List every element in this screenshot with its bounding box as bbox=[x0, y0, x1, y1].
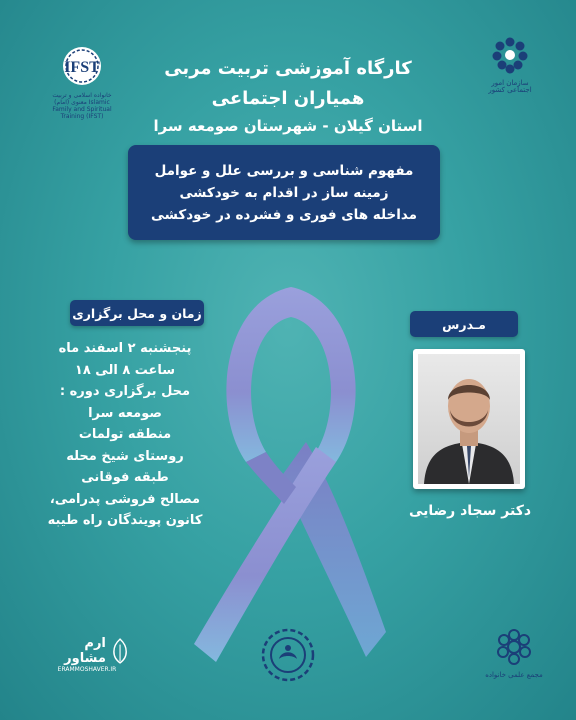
social-affairs-caption: سازمان امور اجتماعی کشور bbox=[488, 79, 532, 94]
eram-moshaver-url: ERAMMOSHAVER.IR bbox=[57, 666, 117, 673]
schedule-line: کانون پویندگان راه طیبه bbox=[47, 513, 203, 528]
schedule-line: مصالح فروشی پدرامی، bbox=[49, 491, 201, 507]
family-association-caption: مجمع علمی خانواده bbox=[485, 671, 543, 679]
ifst-logo-caption: خانواده اسلامی و تربیت معنوی (امام) Islamic Family and Spiritual Training (IFST) bbox=[52, 92, 112, 120]
schedule-line: پنجشنبه ۲ اسفند ماه bbox=[58, 341, 192, 356]
eram-moshaver-name: ارم مشاور bbox=[64, 636, 106, 666]
schedule-line: روستای شیخ محله bbox=[66, 448, 184, 464]
instructor-name: دکتر سجاد رضایی bbox=[408, 503, 532, 519]
topic-box bbox=[128, 145, 440, 240]
topic-line: مفهوم شناسی و بررسی علل و عوامل bbox=[154, 162, 414, 179]
topic-line: زمینه ساز در اقدام به خودکشی bbox=[179, 184, 389, 201]
schedule-line: ساعت ۸ الی ۱۸ bbox=[74, 362, 176, 378]
instructor-photo bbox=[418, 354, 520, 484]
schedule-line: طبقه فوقانی bbox=[81, 470, 169, 485]
leaf-icon bbox=[110, 636, 130, 666]
schedule-line: منطقه تولمات bbox=[78, 427, 172, 442]
workshop-subtitle: همیاران اجتماعی bbox=[211, 88, 365, 109]
person-portrait-icon bbox=[418, 354, 520, 484]
eram-moshaver-logo bbox=[44, 636, 130, 673]
center-emblem-icon bbox=[259, 626, 317, 684]
topic-line: مداخله های فوری و فشرده در خودکشی bbox=[151, 206, 417, 223]
schedule-label: زمان و محل برگزاری bbox=[70, 300, 204, 326]
instructor-label: مـدرس bbox=[410, 311, 518, 337]
schedule-line: محل برگزاری دوره : bbox=[59, 384, 191, 399]
svg-text:IFST: IFST bbox=[64, 59, 100, 76]
schedule-line: صومعه سرا bbox=[88, 405, 162, 421]
instructor-photo-frame bbox=[413, 349, 525, 489]
family-association-logo bbox=[484, 626, 544, 679]
workshop-location: استان گیلان - شهرستان صومعه سرا bbox=[153, 117, 423, 135]
rosette-icon bbox=[484, 626, 544, 668]
workshop-title: کارگاه آموزشی تربیت مربی bbox=[164, 58, 412, 79]
schedule-details bbox=[30, 338, 220, 532]
